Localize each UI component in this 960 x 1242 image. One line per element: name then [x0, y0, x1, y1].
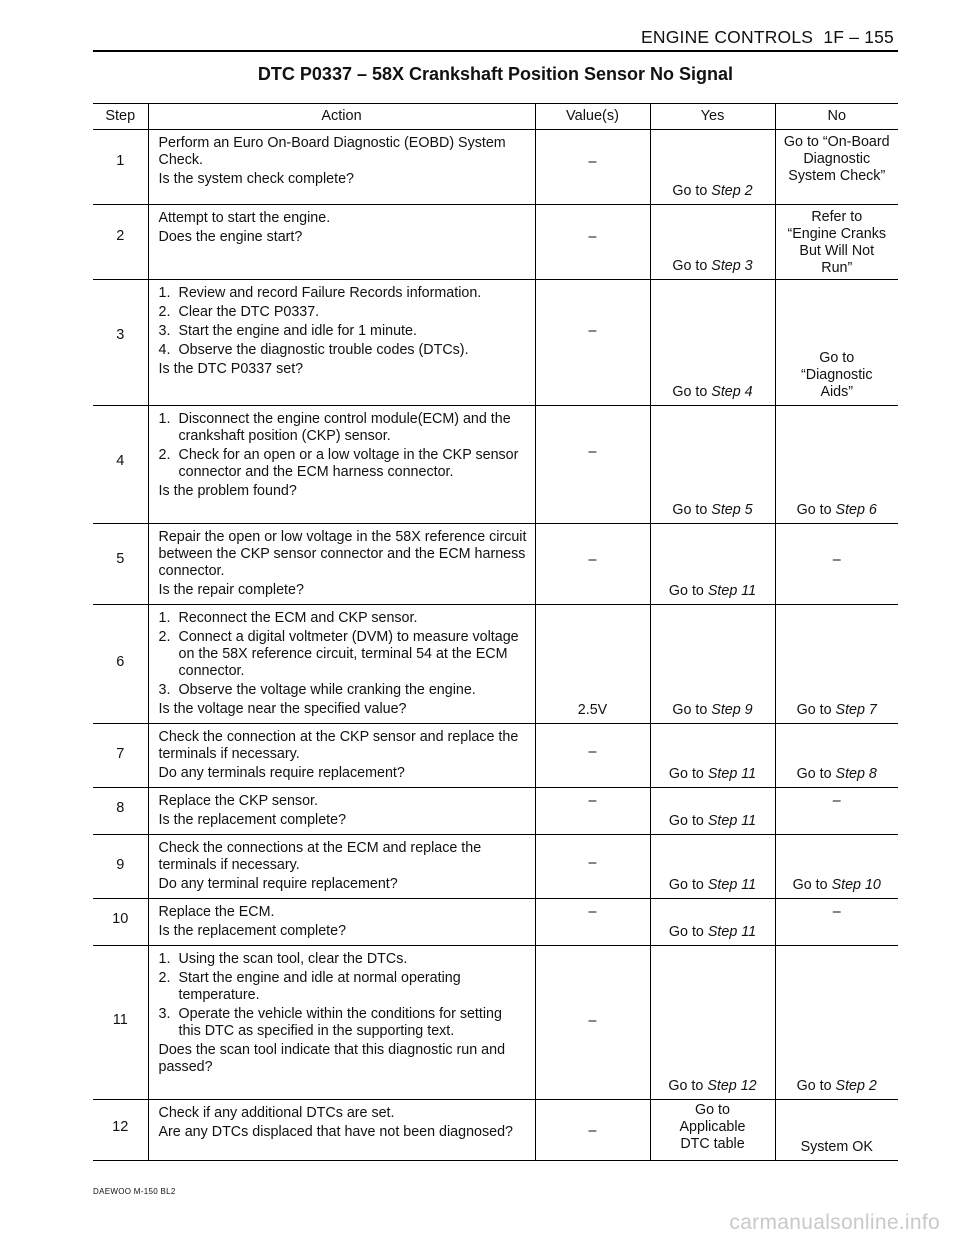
list-item: 1. Review and record Failure Records information. [158, 285, 482, 301]
yes-text: Go to Step 11 [668, 924, 757, 940]
yes-text: Go to Step 11 [668, 877, 757, 893]
yes-cell [650, 946, 775, 1100]
step-number-cell [93, 205, 148, 280]
yes-cell [650, 280, 775, 406]
list-item: 3. Start the engine and idle for 1 minute. [158, 323, 417, 339]
yes-cell [650, 605, 775, 724]
table-row [93, 1100, 898, 1161]
no-cell [775, 946, 898, 1100]
no-text: System OK [800, 1139, 873, 1155]
yes-cell [650, 1100, 775, 1161]
no-text: Go to Step 10 [792, 877, 881, 893]
yes-cell [650, 835, 775, 899]
step-reference: Step 5 [711, 502, 753, 518]
action-text: Attempt to start the engine. [158, 210, 331, 226]
action-question: Are any DTCs displaced that have not been diagnosed? [158, 1124, 513, 1140]
action-cell [148, 205, 535, 280]
action-question: Is the replacement complete? [158, 812, 347, 828]
table-row [93, 788, 898, 835]
value-cell [535, 205, 650, 280]
table-row [93, 280, 898, 406]
no-cell [775, 524, 898, 605]
action-question: Is the repair complete? [158, 582, 304, 598]
step-number-cell [93, 724, 148, 788]
step-number-cell [93, 406, 148, 524]
no-cell [775, 205, 898, 280]
list-item: 1. Reconnect the ECM and CKP sensor. [158, 610, 418, 626]
value-text: – [588, 793, 597, 809]
action-text: Check the connection at the CKP sensor and replace the terminals if necessary. [158, 729, 519, 762]
yes-text: Go to Step 5 [672, 502, 753, 518]
column-header-yes: Yes [650, 104, 775, 130]
action-question: Does the engine start? [158, 229, 303, 245]
action-cell [148, 946, 535, 1100]
list-item: 1. Using the scan tool, clear the DTCs. [158, 951, 408, 967]
step-number: 4 [116, 453, 125, 469]
list-item: 4. Observe the diagnostic trouble codes (DTCs). [158, 342, 469, 358]
step-reference: Step 11 [707, 924, 757, 940]
action-cell [148, 130, 535, 205]
yes-cell [650, 788, 775, 835]
no-cell [775, 280, 898, 406]
no-text: Go to Step 7 [796, 702, 877, 718]
yes-text: Go to Step 11 [668, 766, 757, 782]
value-cell [535, 605, 650, 724]
header-page-number: 1F – 155 [823, 27, 894, 47]
action-question: Is the DTC P0337 set? [158, 361, 304, 377]
step-reference: Step 9 [711, 702, 753, 718]
yes-cell [650, 406, 775, 524]
watermark: carmanualsonline.info [729, 1211, 940, 1234]
step-reference: Step 8 [835, 766, 877, 782]
header-section: ENGINE CONTROLS [640, 27, 814, 47]
yes-text: Go to Step 2 [672, 183, 753, 199]
step-number-cell [93, 1100, 148, 1161]
step-number: 1 [116, 152, 125, 169]
no-cell [775, 605, 898, 724]
action-steps-list [159, 411, 527, 481]
no-cell [775, 899, 898, 946]
step-reference: Step 10 [831, 877, 881, 893]
list-item: 1. Disconnect the engine control module(ECM) and the crankshaft position (CKP) sensor. [158, 411, 511, 444]
no-text: Refer to “Engine Cranks But Will Not Run” [787, 209, 887, 276]
action-steps-list [159, 610, 527, 699]
action-text: Perform an Euro On-Board Diagnostic (EOBD) System Check. [158, 135, 506, 168]
step-number: 12 [112, 1118, 129, 1135]
value-text: – [588, 229, 597, 245]
yes-text: Go to Step 4 [672, 384, 753, 400]
no-text: – [832, 552, 841, 568]
value-cell [535, 524, 650, 605]
step-reference: Step 7 [835, 702, 877, 718]
no-text: Go to Step 8 [796, 766, 877, 782]
no-cell [775, 788, 898, 835]
list-item: 3. Observe the voltage while cranking the engine. [158, 682, 476, 698]
value-cell [535, 130, 650, 205]
yes-text: Go to Step 12 [668, 1078, 757, 1094]
yes-text: Go to Step 9 [672, 702, 753, 718]
no-cell [775, 406, 898, 524]
value-text: – [588, 444, 597, 460]
step-number: 9 [116, 857, 125, 873]
table-row [93, 205, 898, 280]
value-text: – [588, 744, 597, 760]
step-reference: Step 3 [711, 258, 753, 274]
value-text: – [588, 323, 597, 339]
no-text: – [832, 904, 841, 920]
step-reference: Step 11 [707, 877, 757, 893]
action-cell [148, 835, 535, 899]
action-text: Check if any additional DTCs are set. [158, 1105, 395, 1121]
no-text: Go to Step 6 [796, 502, 877, 518]
page-header [641, 27, 894, 48]
no-cell [775, 835, 898, 899]
table-row [93, 406, 898, 524]
step-reference: Step 11 [707, 583, 757, 599]
step-reference: Step 11 [707, 813, 757, 829]
value-cell [535, 788, 650, 835]
document-footer: DAEWOO M-150 BL2 [93, 1187, 176, 1196]
yes-text: Go to Step 11 [668, 813, 757, 829]
column-header-action: Action [148, 104, 535, 130]
action-cell [148, 524, 535, 605]
no-cell [775, 1100, 898, 1161]
value-text: – [588, 154, 597, 170]
action-text: Replace the ECM. [158, 904, 275, 920]
list-item: 3. Operate the vehicle within the conditions for setting this DTC as specified in the supporting text. [158, 1006, 502, 1039]
action-text: Replace the CKP sensor. [158, 793, 318, 809]
no-text: Go to “Diagnostic Aids” [800, 350, 873, 400]
action-steps-list [159, 951, 527, 1040]
value-cell [535, 280, 650, 406]
action-question: Do any terminal require replacement? [158, 876, 398, 892]
table-row [93, 524, 898, 605]
table-row [93, 605, 898, 724]
value-cell [535, 946, 650, 1100]
diagnostic-table [93, 103, 898, 1161]
value-text: – [588, 1013, 597, 1029]
step-number-cell [93, 130, 148, 205]
no-text: – [832, 793, 841, 809]
value-cell [535, 1100, 650, 1161]
action-steps-list [159, 285, 527, 359]
action-cell [148, 280, 535, 406]
step-reference: Step 4 [711, 384, 753, 400]
step-number-cell [93, 788, 148, 835]
value-text: – [588, 552, 597, 568]
action-cell [148, 788, 535, 835]
step-number: 11 [112, 1012, 128, 1028]
yes-cell [650, 130, 775, 205]
action-question: Is the replacement complete? [158, 923, 347, 939]
table-row [93, 899, 898, 946]
table-row [93, 130, 898, 205]
list-item: 2. Start the engine and idle at normal operating temperature. [158, 970, 461, 1003]
step-number-cell [93, 280, 148, 406]
step-number-cell [93, 835, 148, 899]
value-text: – [588, 904, 597, 920]
list-item: 2. Check for an open or a low voltage in the CKP sensor connector and the ECM harness connector. [158, 447, 519, 480]
step-number: 10 [112, 910, 129, 927]
action-question: Does the scan tool indicate that this diagnostic run and passed? [158, 1042, 506, 1075]
action-cell [148, 406, 535, 524]
action-question: Is the voltage near the specified value? [158, 701, 407, 717]
step-number-cell [93, 946, 148, 1100]
step-reference: Step 12 [707, 1078, 757, 1094]
action-cell [148, 605, 535, 724]
value-cell [535, 899, 650, 946]
yes-cell [650, 205, 775, 280]
action-cell [148, 724, 535, 788]
yes-cell [650, 899, 775, 946]
table-row [93, 946, 898, 1100]
step-reference: Step 2 [711, 183, 753, 199]
table-row [93, 835, 898, 899]
action-question: Is the problem found? [158, 483, 297, 499]
step-reference: Step 6 [835, 502, 877, 518]
step-number-cell [93, 899, 148, 946]
value-text: 2.5V [577, 702, 608, 718]
action-question: Is the system check complete? [158, 171, 354, 187]
table-row [93, 724, 898, 788]
yes-cell [650, 524, 775, 605]
yes-cell [650, 724, 775, 788]
no-cell [775, 130, 898, 205]
step-number: 5 [116, 550, 125, 567]
step-number: 2 [116, 227, 125, 244]
step-number: 3 [116, 326, 125, 343]
no-text: Go to “On-Board Diagnostic System Check” [783, 134, 890, 184]
header-rule [93, 50, 898, 52]
step-number-cell [93, 605, 148, 724]
yes-text: Go to Step 3 [672, 258, 753, 274]
yes-text: Go to Applicable DTC table [679, 1102, 746, 1152]
no-cell [775, 724, 898, 788]
action-text: Check the connections at the ECM and replace the terminals if necessary. [158, 840, 482, 873]
value-text: – [588, 1123, 597, 1139]
value-text: – [588, 855, 597, 871]
value-cell [535, 724, 650, 788]
step-number: 7 [116, 746, 125, 762]
action-question: Do any terminals require replacement? [158, 765, 405, 781]
column-header-no: No [775, 104, 898, 130]
step-reference: Step 2 [835, 1078, 877, 1094]
column-header-step: Step [93, 104, 148, 130]
step-number: 8 [116, 799, 125, 816]
value-cell [535, 835, 650, 899]
action-cell [148, 899, 535, 946]
list-item: 2. Connect a digital voltmeter (DVM) to measure voltage on the 58X reference circuit, terminal 54 at the ECM connector. [158, 629, 519, 679]
step-number: 6 [116, 653, 125, 670]
step-reference: Step 11 [707, 766, 757, 782]
action-cell [148, 1100, 535, 1161]
column-header-values: Value(s) [535, 104, 650, 130]
action-text: Repair the open or low voltage in the 58X reference circuit between the CKP sensor connector and the ECM harness connector. [158, 529, 527, 579]
step-number-cell [93, 524, 148, 605]
no-text: Go to Step 2 [796, 1078, 877, 1094]
list-item: 2. Clear the DTC P0337. [158, 304, 320, 320]
table-header-row [93, 104, 898, 130]
value-cell [535, 406, 650, 524]
yes-text: Go to Step 11 [668, 583, 757, 599]
page-title: DTC P0337 – 58X Crankshaft Position Sensor No Signal [257, 64, 734, 84]
